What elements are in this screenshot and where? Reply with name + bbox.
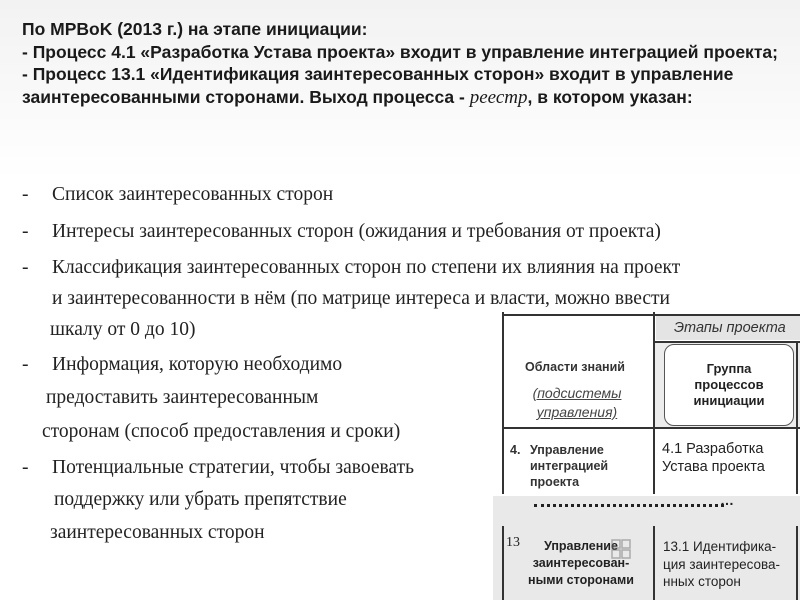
list-item-continuation: заинтересованных сторон [50, 522, 265, 543]
bullet-dash: - [22, 221, 29, 242]
dotted-separator [534, 498, 724, 507]
initiating-process-group [664, 344, 794, 426]
heading-process-13-1 [22, 63, 782, 109]
dotted-separator-end: … [720, 492, 734, 508]
heading-line1: По MPBoK (2013 г.) на этапе инициации: [22, 19, 368, 39]
pmbok-table-excerpt [490, 312, 800, 600]
stakeholder-management-row-label: Управление заинтересован- ными сторонами [528, 539, 634, 587]
bullet-dash: - [22, 184, 29, 205]
slide-heading [22, 18, 782, 109]
list-item-continuation: и заинтересованности в нём (по матрице интереса и власти, можно ввести [52, 288, 670, 309]
lower-left-border [502, 526, 504, 600]
table-left-border [502, 312, 504, 494]
table-header-divider [653, 341, 800, 343]
bullet-dash: - [22, 457, 29, 478]
stages-header: Этапы проекта [656, 316, 800, 340]
heading-process-13-1-text: - Процесс 13.1 «Идентификация заинтересованных сторон» входит в управление заинтересованными сторонами. Выход процесса - [22, 64, 734, 107]
heading-register-word: реестр [469, 86, 528, 108]
list-item-continuation: сторонам (способ предоставления и сроки) [42, 421, 401, 442]
lower-right-border [796, 526, 798, 600]
bullet-dash: - [22, 257, 29, 278]
heading-process-13-1-end: , в котором указан: [527, 86, 693, 107]
watermark-icon [610, 538, 632, 560]
bullet-dash: - [22, 354, 29, 375]
list-item: - Классификация заинтересованных сторон по степени их влияния на проект [22, 257, 681, 278]
row-number-13: 13 [506, 535, 520, 550]
table-row-divider [502, 427, 800, 429]
list-item: - Информация, которую необходимо [22, 354, 343, 375]
row-number: 4. [510, 443, 521, 457]
list-item: - Список заинтересованных сторон [22, 184, 334, 205]
heading-process-4-1: - Процесс 4.1 «Разработка Устава проекта» входит в управление интеграцией проекта; [22, 41, 778, 62]
table-column-divider [653, 312, 655, 494]
list-item: - Интересы заинтересованных сторон (ожидания и требования от проекта) [22, 221, 661, 242]
list-item-continuation: предоставить заинтересованным [46, 387, 319, 408]
table-right-border [796, 342, 798, 494]
knowledge-areas-label: Области знаний [525, 360, 625, 374]
initiating-process-group-label: Группа процессов инициации [693, 361, 765, 408]
list-item-continuation: поддержку или убрать препятствие [54, 489, 347, 510]
process-13-1-cell: 13.1 Идентифика- ция заинтересова- нных сторон [663, 539, 781, 589]
list-item-continuation: шкалу от 0 до 10) [50, 319, 196, 340]
row-label: Управление интеграцией проекта [530, 443, 609, 489]
lower-column-divider [653, 526, 655, 600]
process-4-1-cell: 4.1 Разработка Устава проекта [662, 441, 765, 475]
subsystems-label: (подсистемы управления) [532, 385, 622, 420]
table-top-border [502, 314, 800, 316]
list-item: - Потенциальные стратегии, чтобы завоевать [22, 457, 414, 478]
